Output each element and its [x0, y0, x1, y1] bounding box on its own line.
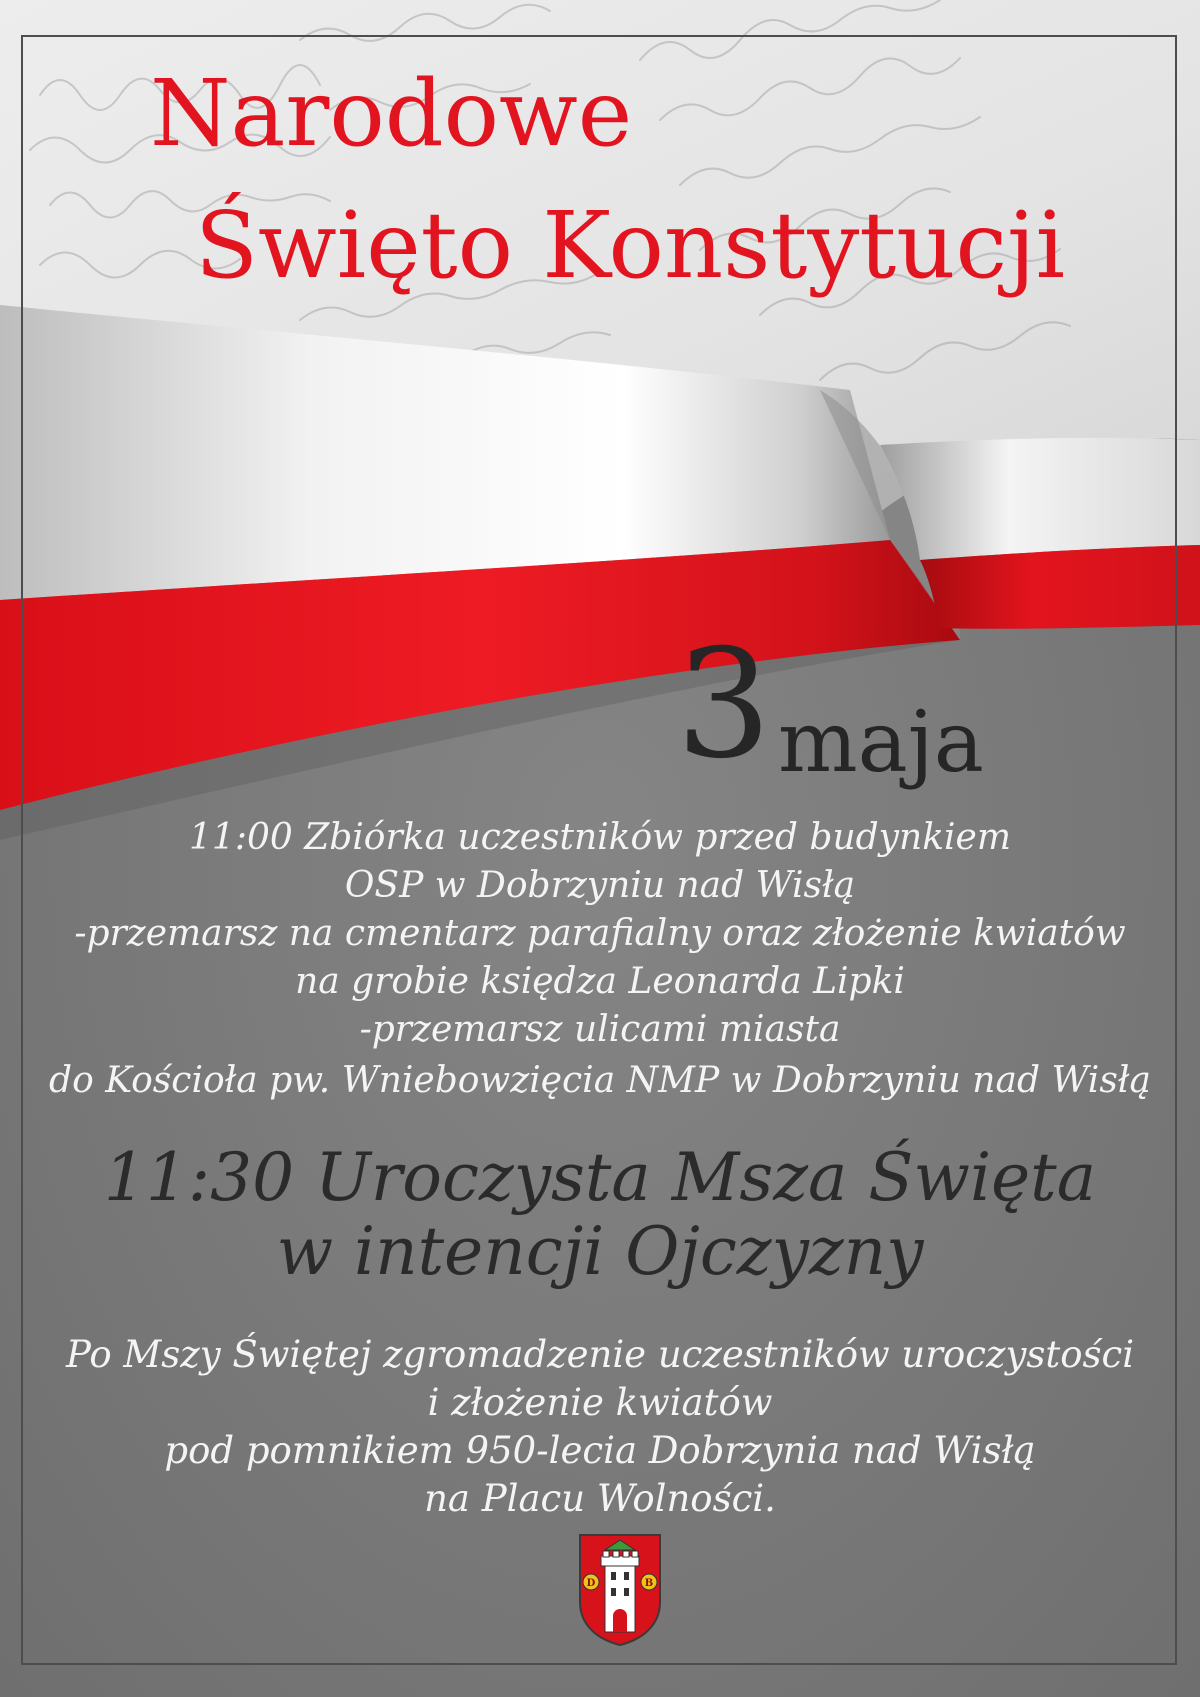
schedule-line: OSP w Dobrzyniu nad Wisłą — [344, 865, 856, 906]
title-line-1: Narodowe — [150, 60, 633, 167]
date-day: 3 — [676, 618, 772, 792]
title-line-2: Święto Konstytucji — [195, 192, 1066, 299]
schedule-line: -przemarsz ulicami miasta — [359, 1009, 841, 1050]
after-line: Po Mszy Świętej zgromadzenie uczestników uroczystości — [65, 1333, 1135, 1376]
after-line: i złożenie kwiatów — [427, 1381, 773, 1424]
schedule-line: na grobie księdza Leonarda Lipki — [295, 961, 905, 1002]
date-month: maja — [778, 693, 984, 791]
crest-letter: D — [586, 1578, 596, 1589]
schedule-line: 11:00 Zbiórka uczestników przed budynkiem — [189, 817, 1011, 858]
schedule-line: do Kościoła pw. Wniebowzięcia NMP w Dobrzyniu nad Wisłą — [49, 1060, 1151, 1101]
coat-of-arms-icon — [577, 1532, 663, 1648]
mass-line: w intencji Ojczyzny — [276, 1213, 924, 1290]
after-line: pod pomnikiem 950-lecia Dobrzynia nad Wisłą — [164, 1429, 1036, 1472]
crest-letter: B — [644, 1578, 654, 1589]
schedule-line: -przemarsz na cmentarz parafialny oraz złożenie kwiatów — [74, 913, 1126, 954]
mass-line: 11:30 Uroczysta Msza Święta — [103, 1139, 1097, 1216]
after-line: na Placu Wolności. — [424, 1477, 776, 1520]
